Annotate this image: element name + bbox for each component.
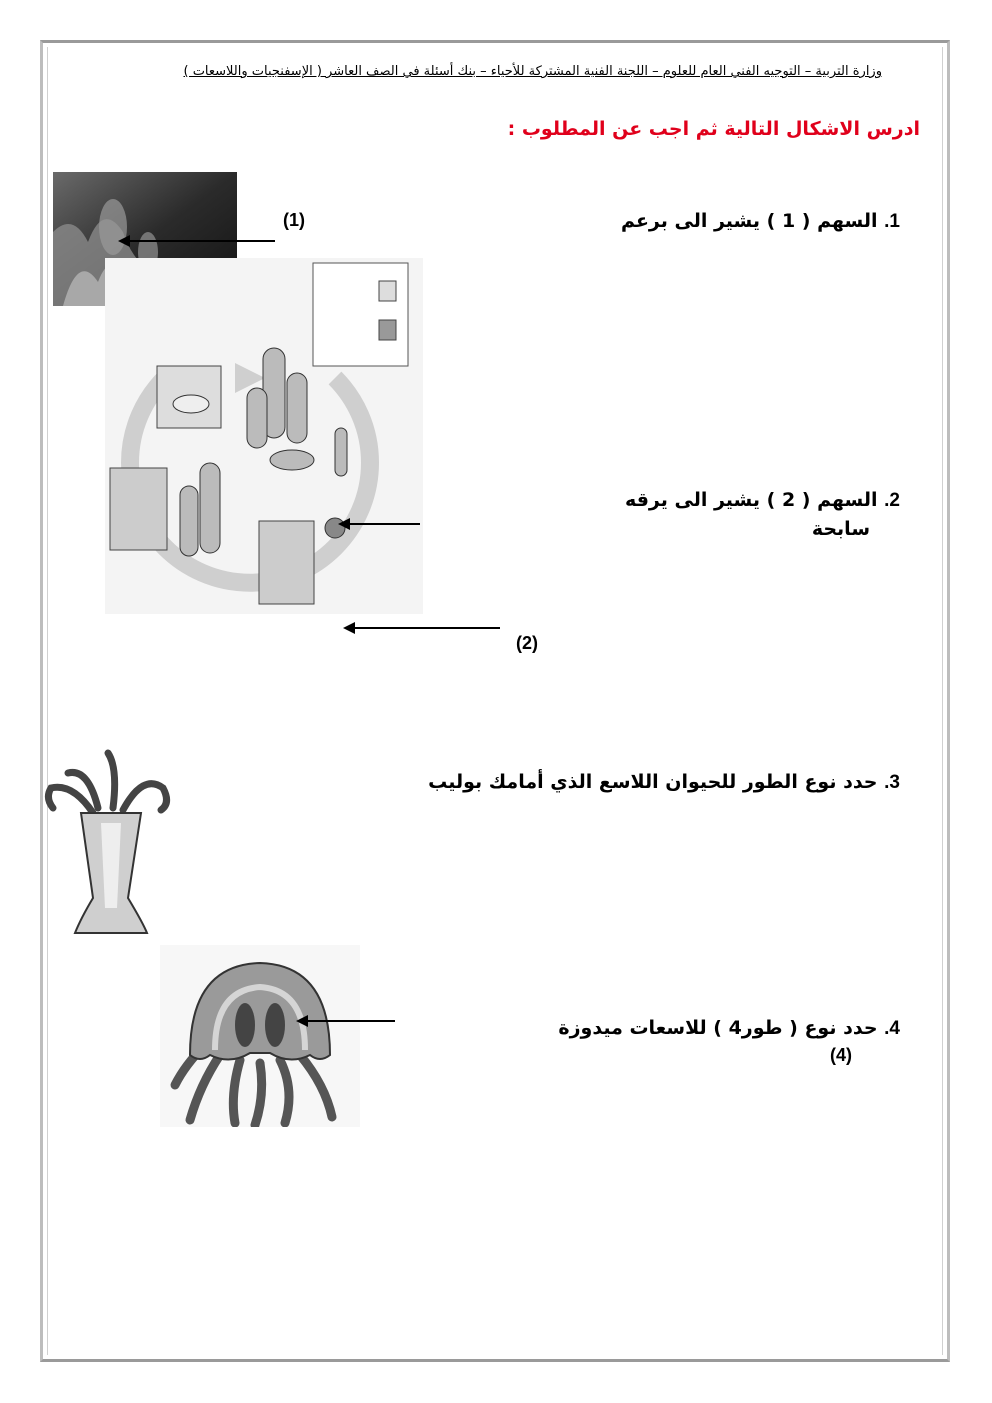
question-2-number: 2.	[884, 490, 900, 511]
label-1: (1)	[283, 210, 305, 230]
arrow-4	[298, 1020, 395, 1022]
question-1	[621, 210, 900, 233]
question-1-number: 1.	[884, 211, 900, 232]
polyp-drawing	[43, 748, 175, 934]
question-1-text: السهم ( 1 ) يشير الى برعم	[621, 210, 878, 232]
question-2	[625, 486, 900, 543]
question-2-text: السهم ( 2 ) يشير الى يرقه	[624, 489, 878, 511]
question-4-number: 4.	[884, 1018, 900, 1039]
question-3	[428, 771, 900, 794]
sponge-lifecycle-diagram	[105, 258, 423, 614]
instruction-heading: ادرس الاشكال التالية ثم اجب عن المطلوب :	[507, 118, 920, 140]
question-3-number: 3.	[884, 772, 900, 793]
question-2-text-line2: سابحة	[811, 518, 870, 540]
question-4	[558, 1014, 900, 1043]
arrow-2	[345, 627, 500, 629]
arrow-1	[120, 240, 275, 242]
label-4: (4)	[830, 1045, 852, 1065]
question-3-text: حدد نوع الطور للحيوان اللاسع الذي أمامك بوليب	[428, 771, 878, 793]
medusa-drawing	[160, 945, 360, 1127]
question-4-text: حدد نوع ( طور4 ) للاسعات ميدوزة	[558, 1017, 878, 1039]
page-header: وزارة التربية – التوجيه الفني العام للعلوم – اللجنة الفنية المشتركة للأحياء – بنك أسئلة في الصف العاشر ( الإسفنجيات واللاسعات )	[183, 64, 882, 79]
label-2: (2)	[516, 633, 538, 653]
arrow-2a	[340, 523, 420, 525]
